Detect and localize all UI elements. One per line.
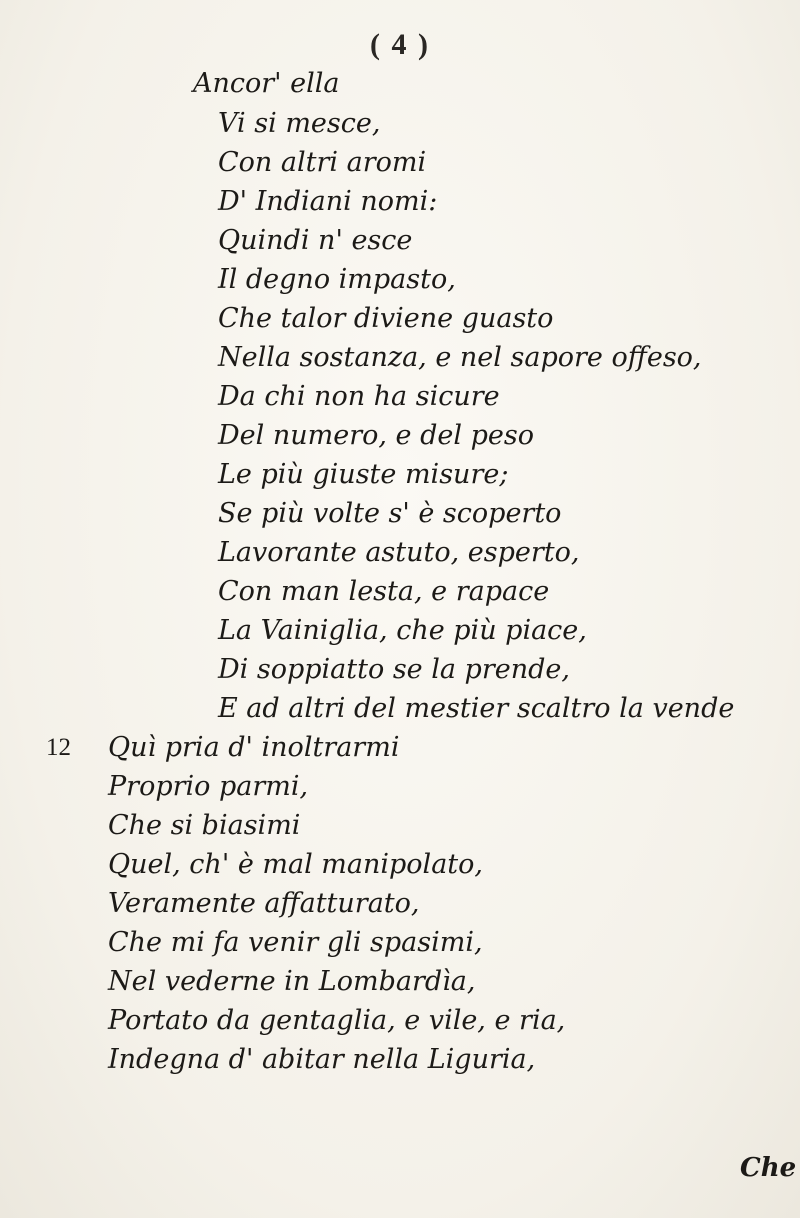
verse-text: Quindi n' esce <box>218 225 413 256</box>
verse-line-11 <box>0 455 800 495</box>
verse-line-13 <box>0 533 800 573</box>
verse-line-14 <box>0 572 800 612</box>
verse-line-5 <box>0 221 800 261</box>
verse-text: Lavorante astuto, esperto, <box>218 537 580 568</box>
verse-text: Di soppiatto se la prende, <box>218 654 570 685</box>
verse-line-6 <box>0 260 800 300</box>
verse-text: Nella sostanza, e nel sapore offeso, <box>218 342 702 373</box>
verse-text: D' Indiani nomi: <box>218 186 438 217</box>
verse-text: Veramente affatturato, <box>108 888 420 919</box>
verse-line-16 <box>0 650 800 690</box>
verse-line-12 <box>0 494 800 534</box>
verse-line-3 <box>0 143 800 183</box>
verse-text: Quel, ch' è mal manipolato, <box>108 849 483 880</box>
verse-text: Portato da gentaglia, e vile, e ria, <box>108 1005 566 1036</box>
verse-line-17 <box>0 689 800 729</box>
verse-text: Del numero, e del peso <box>218 420 534 451</box>
verse-text: Quì pria d' inoltrarmi <box>108 732 400 763</box>
verse-line-21 <box>0 845 800 885</box>
verse-text: Che mi fa venir gli spasimi, <box>108 927 483 958</box>
verse-text: Le più giuste misure; <box>218 459 509 490</box>
verse-text: Che talor diviene guasto <box>218 303 554 334</box>
verse-line-1 <box>0 64 800 104</box>
verse-text: Indegna d' abitar nella Liguria, <box>108 1044 536 1075</box>
verse-line-20 <box>0 806 800 846</box>
page-number: ( 4 ) <box>370 28 430 61</box>
verse-line-26 <box>0 1040 800 1080</box>
verse-text: Vi si mesce, <box>218 108 381 139</box>
stanza-number: 12 <box>46 734 71 761</box>
verse-text: Ancor' ella <box>193 68 340 99</box>
verse-line-8 <box>0 338 800 378</box>
verse-text: Il degno impasto, <box>218 264 456 295</box>
verse-line-4 <box>0 182 800 222</box>
verse-line-7 <box>0 299 800 339</box>
verse-text: Che si biasimi <box>108 810 301 841</box>
verse-line-10 <box>0 416 800 456</box>
verse-line-23 <box>0 923 800 963</box>
verse-text: Da chi non ha sicure <box>218 381 500 412</box>
verse-text: Con altri aromi <box>218 147 427 178</box>
verse-line-22 <box>0 884 800 924</box>
verse-line-2 <box>0 104 800 144</box>
verse-line-15 <box>0 611 800 651</box>
verse-line-19 <box>0 767 800 807</box>
verse-text: Proprio parmi, <box>108 771 309 802</box>
verse-line-18 <box>0 728 800 768</box>
verse-text: Se più volte s' è scoperto <box>218 498 562 529</box>
verse-text: E ad altri del mestier scaltro la vende <box>218 693 735 724</box>
verse-line-24 <box>0 962 800 1002</box>
verse-text: Nel vederne in Lombardìa, <box>108 966 476 997</box>
verse-line-25 <box>0 1001 800 1041</box>
catchword: Che <box>740 1153 797 1183</box>
verse-text: La Vainiglia, che più piace, <box>218 615 587 646</box>
verse-text: Con man lesta, e rapace <box>218 576 550 607</box>
verse-line-9 <box>0 377 800 417</box>
